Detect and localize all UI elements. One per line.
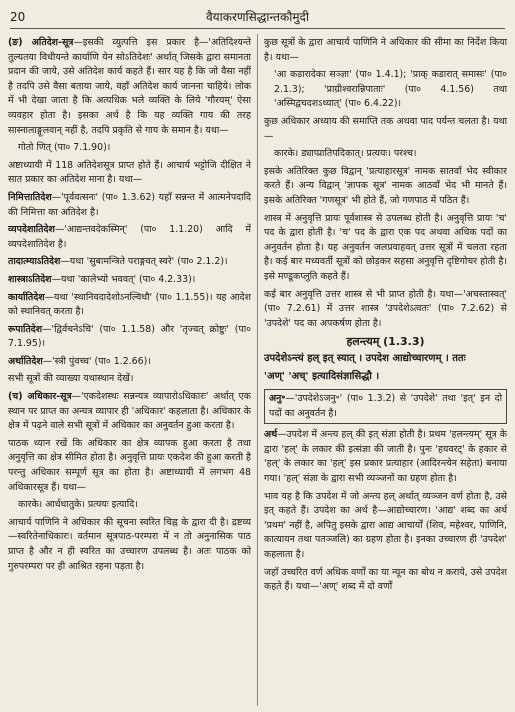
definition-item [8,223,251,252]
artha-label: अर्थ [264,429,278,441]
sutra-text-line-1: उपदेशेऽन्त्यं हल् इत् स्यात् । उपदेश आद्योच्चारणम् । ततः [264,352,466,364]
definition-item [8,291,251,320]
item-label: तादात्म्याऽतिदेश [8,256,61,268]
artha-text: —उपदेश में अन्त्य हल् की इत् संज्ञा होती है। प्रथम 'हलन्त्यम्' सूत्र के द्वारा 'हल्' के लकार की इत्संज्ञा की जाती है। पुनः 'हयवरट्' के हकार से 'हल्' के लकार का 'हल्' इस प्रकार प्रत्याहार (आदिरन्त्येन सहेता) बनाया गया। 'हल्' संज्ञा के द्वारा सभी व्यञ्जनों का ग्रहण होता है। [264,429,507,485]
anuvritti-box [264,389,507,424]
paragraph: पाठक ध्यान रखें कि अधिकार का क्षेत्र व्यापक हुआ करता है तथा अनुवृत्ति का क्षेत्र सीमित होता है। अनुवृत्ति प्रायः एकदेश की हुआ करती है परन्तु अधिकार सम्पूर्ण सूत्र का होता है। अष्टाध्यायी में लगभग 48 अधिकारसूत्र हैं। यथा— [8,437,251,493]
definition-item [8,255,251,270]
definition-item [8,323,251,352]
item-text: —यथा 'स्थानिवदादेशोऽनल्विधौ' (पा० 1.1.55)। यह आदेश को स्थानिवत् करता है। [8,291,251,318]
paragraph: आचार्य पाणिनि ने अधिकार की सूचना स्वरित चिह्न के द्वारा दी है। द्रष्टव्य—स्वरितेनाधिकारः। वर्तमान सूत्रपाठ-परम्परा में न तो अनुनासिक पाठ प्राप्त है और न ही स्वरित का उच्चारण उपलब्ध है। अतः पाठक को गुरुपरम्परा पर ही आश्रित रहना पड़ता है। [8,516,251,572]
item-text: —'आद्यन्तवदेकस्मिन्' (पा० 1.1.20) आदि में व्यपदेशातिदेश है। [8,224,251,250]
item-text: —'स्त्री पुंवच्च' (पा० 1.2.66)। [42,355,151,367]
paragraph: इसके अतिरिक्त कुछ विद्वान् 'प्रत्याहारसूत्र' नामक सातवाँ भेद स्वीकार करते हैं। अन्य विद्वान् 'ज्ञापक सूत्र' नामक आठवाँ भेद भी मानते हैं। इसके अतिरिक्त 'गणसूत्र' भी होते हैं, जो गणपाठ में पठित हैं। [264,165,507,206]
paragraph: अष्टाध्यायी में 118 अतिदेशसूत्र प्राप्त होते हैं। आचार्य भट्टोजि दीक्षित ने सात प्रकार का अतिदेश माना है। यथा— [8,159,251,186]
paragraph: भाव यह है कि उपदेश में जो अन्त्य हल् अर्थात् व्यञ्जन वर्ण होता है, उसे इत् कहते हैं। उपदेश का अर्थ है—आद्योच्चारण। 'आद्य' शब्द का अर्थ 'प्रथम' नहीं है, अपितु इसके द्वारा आद्य आचार्यों (शिव, महेश्वर, पाणिनि, कात्यायन तथा पतञ्जलि) का ग्रहण होता है। इनका उच्चारण ही 'उपदेश' कहलाता है। [264,490,507,560]
running-title: वैयाकरणसिद्धान्तकौमुदी [206,10,309,24]
item-label: निमित्तातिदेश [8,191,52,203]
definition-item [8,355,251,370]
item-text: —यथा 'कालेभ्यो भववत्' (पा० 4.2.33)। [51,273,196,285]
paragraph: शास्त्र में अनुवृत्ति प्रायः पूर्वशास्त्र से उपलब्ध होती है। अनुवृत्ति प्रायः 'च' पद के द्वारा होती है। 'च' पद के द्वारा एक पद अथवा अधिक पदों का अनुवर्तन होता है। यह अनुवर्तन जलप्रवाहवत् उत्तर सूत्रों में चलता रहता है। कई बार मध्यवर्ती सूत्रों को छोड़कर सहसा अनुवृत्ति दृष्टिगोचर होती है। इसे मण्डूकप्लुति कहते हैं। [264,212,507,282]
adhikara-sutra-para [8,390,251,434]
item-text: —'द्विर्वचनेऽचि' (पा० 1.1.58) और 'तृज्वत् क्रोष्टुः' (पा० 7.1.95)। [8,323,251,350]
right-column [264,36,507,708]
sutra-text-line-2: 'अण्' 'अच्' इत्यादिसंज्ञासिद्धौ । [264,371,380,383]
anu-text: —'उपदेशेऽजनु॰' (पा० 1.3.2) से 'उपदेशे' तथा 'इत्' इन दो पदों का अनुवर्तन है। [269,393,502,419]
sutra-heading: हलन्त्यम् (1.3.3) [346,335,425,349]
item-label: रूपातिदेश [8,323,43,335]
left-column [8,36,251,708]
definition-item [8,191,251,220]
artha-para [264,428,507,486]
item-label: व्यपदेशातिदेश [8,224,55,236]
paragraph-text: —इसकी व्युत्पत्ति इस प्रकार है—'अतिदिश्यन्ते तुल्यतया विधीयन्ते कार्याणि येन सोऽतिदेशः' अर्थात् जिसके द्वारा समानता प्रदान की जाये, उसे अतिदेश कार्य कहते हैं। सार यह है कि जो वैसा नहीं है तदपि उसे वैसा बताया जाये, वहाँ अतिदेश कार्य जानना चाहिये। लोक में भी देखा जाता है कि अत्यधिक भले व्यक्ति के लिये 'गौरयम्' ऐसा व्यवहार होता है। इसका अर्थ है कि यह व्यक्ति गाय की तरह सास्नालाङ्गूलवान् नहीं है, तदपि प्रकृति से गाय के समान है। यथा— [8,37,251,136]
column-divider [257,34,258,706]
example-line: कारके। आर्धधातुके। प्रत्ययः इत्यादि। [18,499,138,511]
item-label: अर्थातिदेश [8,355,43,367]
section-label: (च) अधिकार-सूत्र [8,391,72,403]
item-text: —'पूर्ववत्सनः' (पा० 1.3.62) यहाँ सन्नन्त में आत्मनेपदादि की निमित्ता का अतिदेश है। [8,191,251,218]
definition-item [8,273,251,288]
item-text: —यथा 'सुबामन्त्रिते पराङ्गवत् स्वरे' (पा० 2.1.2)। [60,256,228,268]
paragraph: कई बार अनुवृत्ति उत्तर शास्त्र से भी प्राप्त होती है। यथा—'अचस्तास्वत्' (पा० 7.2.61) में उत्तर शास्त्र 'उपदेशेऽत्वतः' (पा० 7.2.62) से 'उपदेशे' पद का अपकर्षण होता है। [264,288,507,329]
example-line: 'आ कडारादेका सञ्ज्ञा' (पा० 1.4.1); 'प्राक् कडारात् समासः' (पा० 2.1.3); 'प्राग्रीश्वरान्निपाताः' (पा० 4.1.56) तथा 'अस्मिद्वचदशऽध्यात्' (पा० 6.4.22)। [274,69,507,110]
page-header [10,6,505,29]
paragraph: सभी सूत्रों की व्याख्या यथास्थान देखें। [8,373,134,385]
anu-label: अनु॰ [269,393,286,405]
atidesha-sutra-para [8,36,251,138]
paragraph: कुछ सूत्रों के द्वारा आचार्य पाणिनि ने अधिकार की सीमा का निर्देश किया है। यथा— [264,37,507,63]
section-label: (ङ) अतिदेश-सूत्र [8,37,74,48]
page-number: 20 [10,10,26,24]
example-line: गोतो णित् (पा० 7.1.90)। [18,142,111,154]
item-label: कार्यातिदेश [8,291,45,303]
paragraph: कुछ अधिकार अध्याय की समाप्ति तक अथवा पाद पर्यन्त चलता है। यथा— [264,115,507,142]
example-line: कारके। ड्याप्प्रातिपदिकात्। प्रत्ययः। परश्च। [274,148,417,160]
item-label: शास्त्राऽतिदेश [8,273,52,285]
paragraph-text: —'एकदेशस्थः सन्नन्यत्र व्यापारोऽधिकारः' अर्थात् एक स्थान पर प्राप्त का अन्यत्र व्यापार ही 'अधिकार' कहलाता है। अधिकार के क्षेत्र में पढ़ने वाले सभी सूत्रों में अधिकार का अनुवर्तन हुआ करता है। [8,391,251,432]
paragraph: जहाँ उच्चरित वर्ण अधिक वर्णों का या न्यून का बोध न कराये, उसे उपदेश कहते हैं। यथा—'अण्' शब्द में दो वर्णों [264,566,507,593]
